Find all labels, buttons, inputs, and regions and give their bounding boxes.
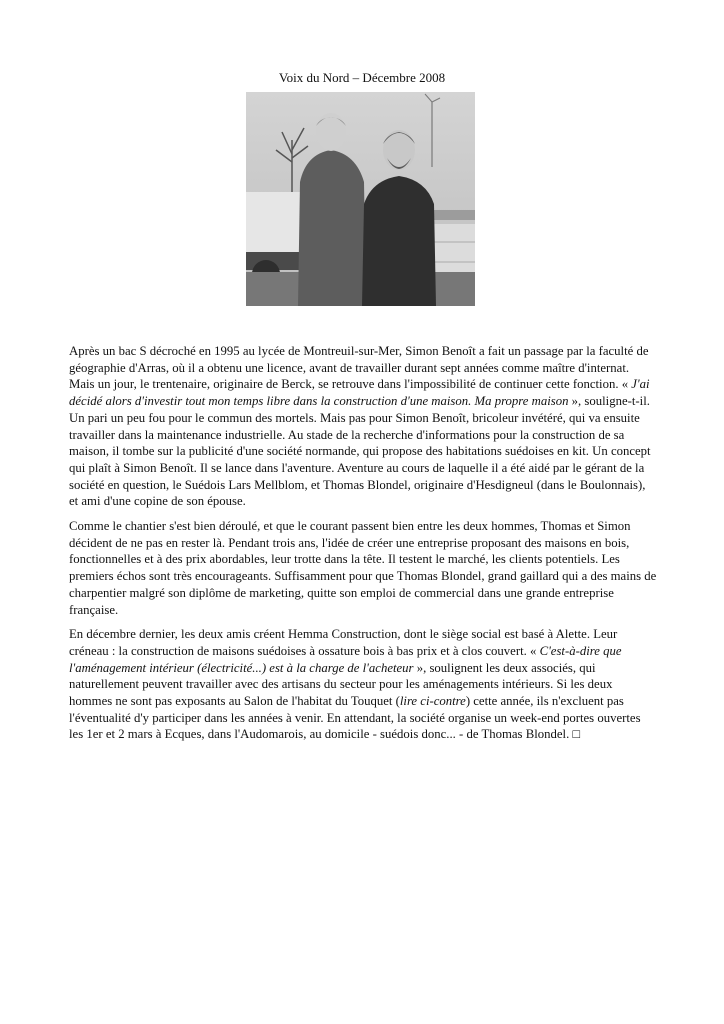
paragraph-3-quote: C'est-à-dire que l'aménagement intérieur (électricité...) est à la charge de l'acheteur bbox=[69, 643, 622, 675]
article-photo bbox=[246, 92, 475, 306]
page-header: Voix du Nord – Décembre 2008 bbox=[278, 70, 446, 85]
end-of-article-mark: □ bbox=[572, 727, 581, 742]
article-paragraph-1 bbox=[69, 343, 657, 510]
paragraph-3-text-b: », soulignent les deux associés, qui naturellement peuvent travailler avec des artisans du secteur pour les aménagements intérieurs. Si les deux hommes ne sont pas exposants au Salon de l'habitat du Touquet ( bbox=[69, 660, 613, 709]
article-body bbox=[69, 343, 657, 751]
paragraph-1-text-b: », souligne-t-il. Un pari un peu fou pour le commun des mortels. Mais pas pour Simon Benoît, bricoleur invétéré, qui va ensuite travailler dans la maintenance industrielle. Au stade de la recherche d'informations pour la construction de sa maison, il tombe sur la publicité d'une société normande, qui propose des habitations suédoises en kit. Un concept qui plaît à Simon Benoît. Il se lance dans l'aventure. Aventure au cours de laquelle il a été aidé par le gérant de la société en question, le Suédois Lars Mellblom, et Thomas Blondel, originaire d'Hesdigneul (dans le Boulonnais), et ami d'une copine de son épouse. bbox=[69, 394, 651, 509]
paragraph-1-quote: J'ai décidé alors d'investir tout mon temps libre dans la construction d'une maison. Ma propre maison bbox=[69, 377, 650, 409]
article-paragraph-3 bbox=[69, 626, 657, 743]
paragraph-3-text-a: En décembre dernier, les deux amis créent Hemma Construction, dont le siège social est basé à Alette. Leur créneau : la construction de maisons suédoises à ossature bois à bas prix et à clos couvert. « bbox=[69, 627, 618, 658]
paragraph-1-text-a: Après un bac S décroché en 1995 au lycée de Montreuil-sur-Mer, Simon Benoît a fait un passage par la faculté de géographie d'Arras, où il a obtenu une licence, avant de travailler durant sept années comme maître d'internat. Mais un jour, le trentenaire, originaire de Berck, se retrouve dans l'impossibilité de continuer cette fonction. « bbox=[69, 344, 649, 392]
photo-illustration bbox=[246, 92, 475, 306]
paragraph-3-crossref: lire ci-contre bbox=[399, 694, 466, 709]
article-paragraph-2: Comme le chantier s'est bien déroulé, et que le courant passent bien entre les deux hommes, Thomas et Simon décident de ne pas en rester là. Pendant trois ans, l'idée de créer une entreprise proposant des maisons en bois, fonctionnelles et à des prix abordables, leur trotte dans la tête. Il testent le marché, les clients potentiels. Les premiers échos sont très encourageants. Suffisamment pour que Thomas Blondel, grand gaillard qui a des mains de charpentier malgré son diplôme de marketing, quitte son emploi de commercial dans une grande entreprise française. bbox=[69, 519, 657, 617]
paragraph-3-text-c: ) cette année, ils n'excluent pas l'éventualité d'y participer dans les années à venir. En attendant, la société organise un week-end portes ouvertes les 1er et 2 mars à Ecques, dans l'Audomarois, au domicile - suédois donc... - de Thomas Blondel. bbox=[69, 694, 641, 742]
